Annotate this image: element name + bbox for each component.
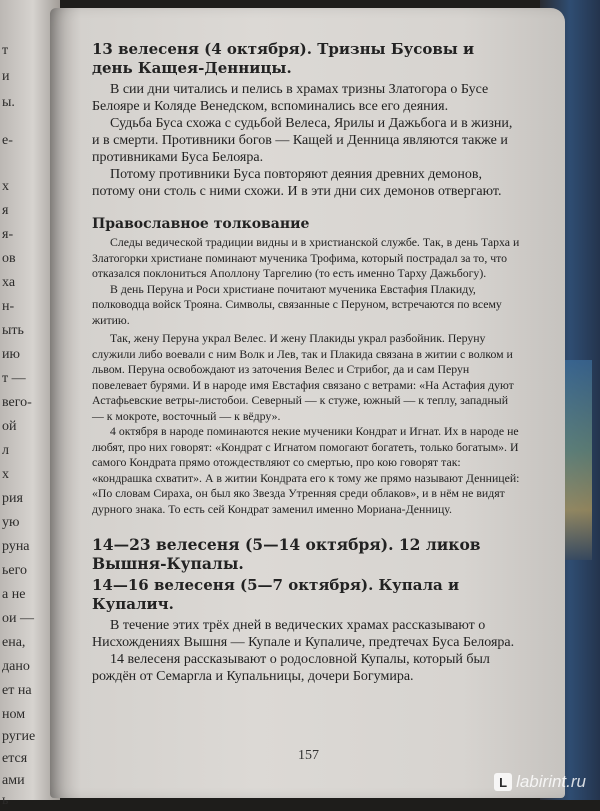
left-page-fragment: вего-	[2, 395, 32, 410]
paragraph: Так, жену Перуна украл Велес. И жену Плакиды украл разбойник. Перуну служили либо воевали с ним Волк и Лев, так и Плакида связана в житии с волком и львом. Перуна освобождают из заточения Велес и Стрибог, да и сам Перун повелевает бурями. И в народе имя Евстафия связано с ветрами: «На Астафия дуют Астафьевские ветры-листобои. Северный — к стуже, южный — к теплу, западный — к мокроте, восточный — к вёдру».	[92, 331, 514, 423]
subheading-kupala: 14—16 велесеня (5—7 октября). Купала и Купалич.	[92, 576, 460, 613]
left-page-fragment: ха	[2, 275, 16, 290]
left-page-fragment: т —	[2, 371, 26, 386]
right-page	[50, 8, 565, 798]
left-page-fragment: ном	[2, 707, 26, 722]
left-page-fragment: х	[2, 179, 9, 194]
left-page-fragment: руна	[2, 539, 30, 554]
left-page-fragment: ет на	[2, 683, 32, 698]
left-page-fragment: н-	[2, 299, 15, 314]
left-page-fragment: ыть	[2, 323, 24, 338]
left-page-fragment: ется	[2, 751, 28, 766]
paragraph: Следы ведической традиции видны и в христианской службе. Так, в день Тарха и Златогорки христиане поминают мученика Трофима, который пострадал за то, что отказался поклониться Аполлону Таргелию (то есть именно Тарху Дажьбогу).	[92, 235, 520, 280]
paragraph: В течение этих трёх дней в ведических храмах рассказывают о Нисхождениях Вышня — Купале и Купаличе, предтечах Буса Белояра.	[92, 618, 515, 650]
left-page-fragment: я	[2, 203, 9, 218]
section-heading-orthodox: Православное толкование	[92, 216, 310, 232]
left-page-fragment: ию	[2, 347, 20, 362]
left-page-fragment: ую	[2, 515, 20, 530]
watermark-text: labirint.ru	[516, 772, 586, 791]
left-page-fragment: e-	[2, 133, 13, 148]
paragraph: 4 октября в народе поминаются некие мученики Кондрат и Игнат. Их в народе не любят, про них говорят: «Кондрат с Игнатом помогают богатеть, только богатым». И самого Кондрата прямо отождествляют со смертью, про кою говорят так: «кондрашка схватит». А в житии Кондрата его к тому же прямо называют Денницей: «По словам Сираха, он был яко Звезда Утренняя среди облаков», и в нём не видят дурного знака. То есть сей Кондрат заменил именно Мориана-Денницу.	[92, 424, 520, 516]
paragraph: 14 велесеня рассказывают о родословной Купалы, который был рождён от Семаргла и Купальницы, дочери Богумира.	[92, 652, 490, 684]
left-page-fragment: л	[2, 443, 9, 458]
left-page-fragment: ов	[2, 251, 16, 266]
labirint-logo-icon: L	[494, 773, 512, 791]
paragraph: Потому противники Буса повторяют деяния древних демонов, потому они столь с ними схожи. И в эти дни сих демонов отвергают.	[92, 167, 502, 199]
left-page-fragment: x	[2, 467, 9, 482]
page-number: 157	[298, 748, 319, 763]
left-page-fragment: ы.	[2, 95, 15, 110]
left-page-fragment: дано	[2, 659, 30, 674]
paragraph: Судьба Буса схожа с судьбой Велеса, Ярилы и Дажьбога и в жизни, и в смерти. Противники богов — Кащей и Денница являются также и противниками Буса Белояра.	[92, 116, 513, 165]
section-heading-vyshen: 14—23 велесеня (5—14 октября). 12 ликов Вышня-Купалы.	[92, 535, 481, 573]
paragraph: В сии дни читались и пелись в храмах тризны Златогора о Бусе Белояре и Коляде Венедском, вспоминались все его деяния.	[92, 82, 489, 114]
left-page-fragment: ои —	[2, 611, 34, 626]
left-page-fragment: рия	[2, 491, 23, 506]
left-page-fragment: ена,	[2, 635, 26, 650]
left-page-fragment: ой	[2, 419, 17, 434]
left-page-fragment: ами	[2, 773, 25, 788]
left-page-fragment: т	[2, 43, 9, 58]
left-page-fragment: я-	[2, 227, 14, 242]
section-heading-tryzny: 13 велесеня (4 октября). Тризны Бусовы и день Кащея-Денницы.	[92, 40, 475, 77]
paragraph: В день Перуна и Роси христиане почитают мученика Евстафия Плакиду, полководца войск Трояна. Символы, связанные с Перуном, встречаются по всему житию.	[92, 281, 502, 327]
left-page-fragment: ругие	[2, 729, 36, 744]
watermark	[494, 772, 586, 792]
page-content	[92, 40, 520, 685]
left-page-fragment: и	[2, 69, 10, 84]
left-page-fragment: ь	[2, 793, 9, 808]
left-page-fragment: а не	[2, 587, 26, 602]
left-page-fragment: ьего	[2, 563, 27, 578]
cover-art-strip	[562, 360, 592, 560]
